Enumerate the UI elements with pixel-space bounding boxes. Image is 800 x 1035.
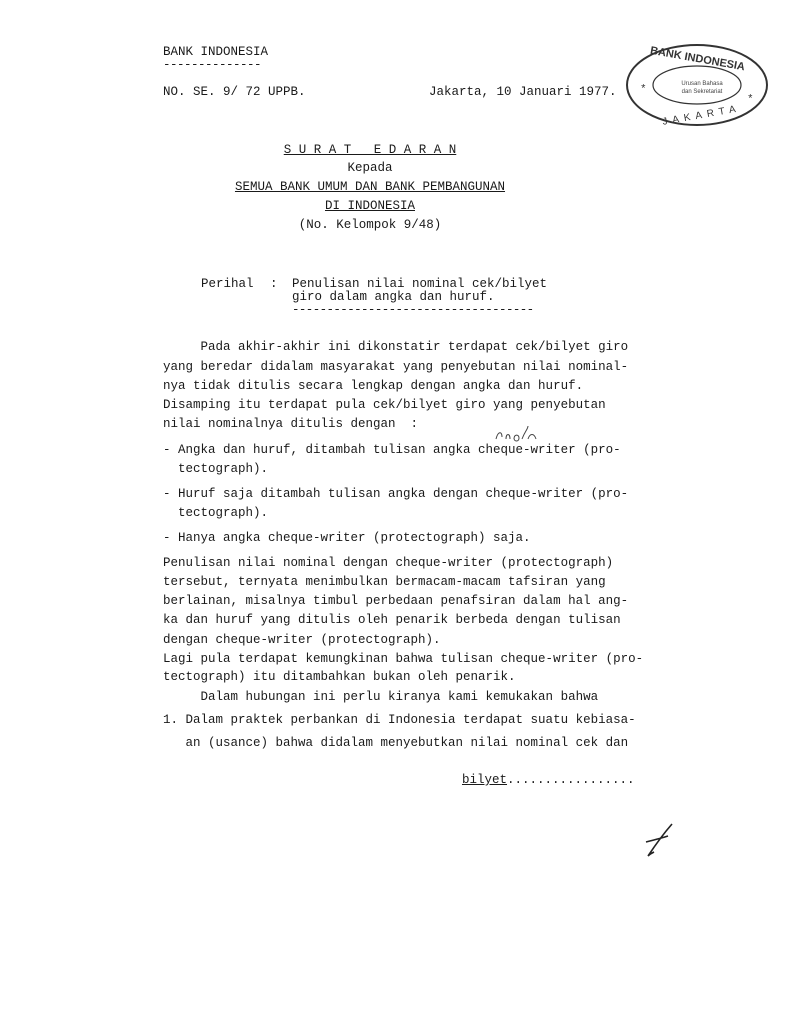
letter-heading: S U R A T E D A R A N bbox=[283, 143, 457, 157]
bullet-item-cont: tectograph). bbox=[163, 506, 269, 520]
numbered-point-cont: an (usance) bahwa didalam menyebutkan nilai nominal cek dan bbox=[163, 736, 629, 750]
svg-text:Urusan Bahasa: Urusan Bahasa bbox=[681, 81, 723, 87]
continuation-dots: ................. bbox=[507, 773, 635, 787]
body-line: dengan cheque-writer (protectograph). bbox=[163, 633, 441, 647]
continuation-word: bilyet bbox=[462, 773, 508, 787]
body-line: Penulisan nilai nominal dengan cheque-writer (protectograph) bbox=[163, 556, 614, 570]
subject-rule: ----------------------------------- bbox=[292, 303, 534, 317]
svg-text:*: * bbox=[747, 94, 754, 106]
body-line: Pada akhir-akhir ini dikonstatir terdapat cek/bilyet giro bbox=[163, 340, 629, 354]
body-line: berlainan, misalnya timbul perbedaan penafsiran dalam hal ang- bbox=[163, 594, 629, 608]
recipient-line-1: SEMUA BANK UMUM DAN BANK PEMBANGUNAN bbox=[234, 180, 506, 194]
subject-line-1: Penulisan nilai nominal cek/bilyet bbox=[292, 277, 548, 291]
body-line: tectograph) itu ditambahkan bukan oleh penarik. bbox=[163, 670, 516, 684]
place-date: Jakarta, 10 Januari 1977. bbox=[429, 85, 617, 99]
body-line: nya tidak ditulis secara lengkap dengan angka dan huruf. bbox=[163, 379, 584, 393]
handwritten-note bbox=[492, 425, 542, 445]
body-line: Disamping itu terdapat pula cek/bilyet giro yang penyebutan bbox=[163, 398, 606, 412]
body-line: Lagi pula terdapat kemungkinan bahwa tulisan cheque-writer (pro- bbox=[163, 652, 644, 666]
numbered-point: 1. Dalam praktek perbankan di Indonesia terdapat suatu kebiasa- bbox=[163, 713, 636, 727]
subject-colon: : bbox=[270, 277, 278, 291]
institution-name: BANK INDONESIA bbox=[163, 45, 269, 59]
group-number: (No. Kelompok 9/48) bbox=[298, 218, 442, 232]
official-stamp bbox=[622, 40, 772, 130]
subject-line-2: giro dalam angka dan huruf. bbox=[292, 290, 495, 304]
page-continuation bbox=[462, 773, 635, 787]
svg-text:*: * bbox=[640, 84, 647, 96]
body-line: Dalam hubungan ini perlu kiranya kami kemukakan bahwa bbox=[163, 690, 599, 704]
bullet-item-cont: tectograph). bbox=[163, 462, 269, 476]
body-line: nilai nominalnya ditulis dengan : bbox=[163, 417, 419, 431]
body-line: yang beredar didalam masyarakat yang penyebutan nilai nominal- bbox=[163, 360, 629, 374]
body-line: tersebut, ternyata menimbulkan bermacam-macam tafsiran yang bbox=[163, 575, 606, 589]
body-line: ka dan huruf yang ditulis oleh penarik berbeda dengan tulisan bbox=[163, 613, 621, 627]
letter-number: NO. SE. 9/ 72 UPPB. bbox=[163, 85, 306, 99]
recipient-line-2: DI INDONESIA bbox=[324, 199, 415, 213]
addressee-label: Kepada bbox=[347, 161, 393, 175]
svg-text:BANK INDONESIA: BANK INDONESIA bbox=[649, 44, 746, 74]
bullet-item: - Hanya angka cheque-writer (protectograph) saja. bbox=[163, 531, 531, 545]
initial-mark bbox=[640, 820, 680, 860]
subject-label: Perihal bbox=[201, 277, 254, 291]
institution-rule: -------------- bbox=[163, 58, 262, 72]
bullet-item: - Angka dan huruf, ditambah tulisan angka cheque-writer (pro- bbox=[163, 443, 621, 457]
svg-text:JAKARTA: JAKARTA bbox=[661, 103, 742, 128]
bullet-item: - Huruf saja ditambah tulisan angka dengan cheque-writer (pro- bbox=[163, 487, 629, 501]
svg-text:dan Sekretariat: dan Sekretariat bbox=[681, 89, 723, 95]
